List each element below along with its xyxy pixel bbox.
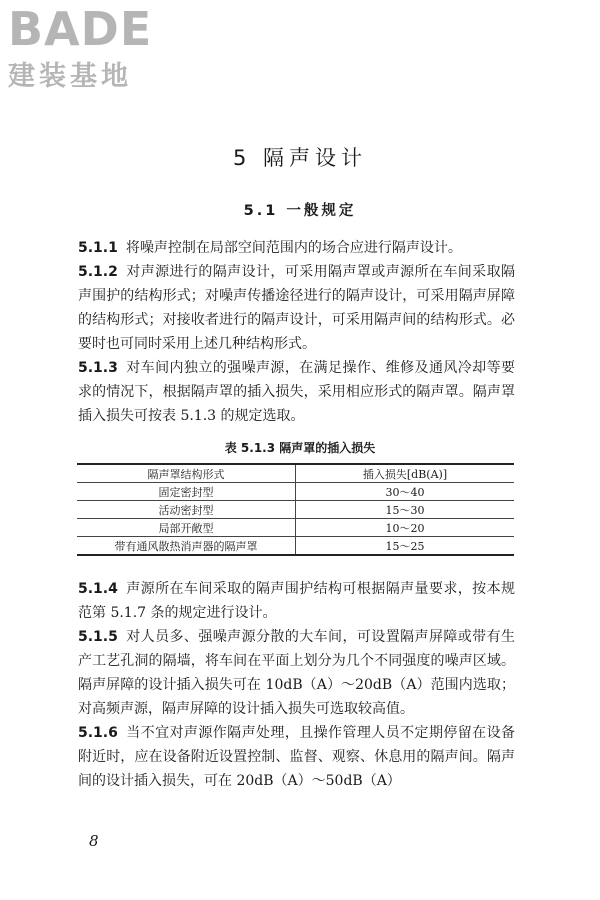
clause-text: 将噪声控制在局部空间范围内的场合应进行隔声设计。 <box>125 240 462 256</box>
logo-chinese-name: 建装基地 <box>8 61 132 92</box>
clauses-before-table <box>78 236 515 428</box>
clause-number: 5.1.6 <box>78 725 118 741</box>
clause-5-1-4 <box>78 577 515 625</box>
clause-number: 5.1.2 <box>78 264 118 280</box>
clause-5-1-2 <box>78 260 515 356</box>
clause-text: 当不宜对声源作隔声处理，且操作管理人员不定期停留在设备附近时，应在设备附近设置控制、监督、观察、休息用的隔声间。隔声间的设计插入损失，可在 20dB（A）～50dB（A） <box>78 725 515 789</box>
clause-5-1-3 <box>78 356 515 428</box>
page-number: 8 <box>89 832 99 850</box>
cell-insertion-loss: 30～40 <box>296 483 515 501</box>
logo-wordmark: BADE <box>8 2 153 56</box>
clause-number: 5.1.5 <box>78 629 118 645</box>
cell-structure-type: 固定密封型 <box>77 483 296 501</box>
clause-number: 5.1.3 <box>78 360 118 376</box>
cell-structure-type: 活动密封型 <box>77 501 296 519</box>
table-caption: 表 5.1.3 隔声罩的插入损失 <box>224 441 376 455</box>
clauses-after-table <box>78 577 515 793</box>
table-row <box>77 537 514 556</box>
header-structure-type: 隔声罩结构形式 <box>77 464 296 483</box>
cell-structure-type: 局部开敞型 <box>77 519 296 537</box>
clause-text: 对人员多、强噪声源分散的大车间，可设置隔声屏障或带有生产工艺孔洞的隔墙，将车间在平面上划分为几个不同强度的噪声区域。隔声屏障的设计插入损失可在 10dB（A）～20dB（A）范围内选取；对高频声源，隔声屏障的设计插入损失可选取较高值。 <box>78 629 515 717</box>
header-insertion-loss: 插入损失[dB(A)] <box>296 464 515 483</box>
clause-number: 5.1.4 <box>78 581 118 597</box>
clause-text: 对声源进行的隔声设计，可采用隔声罩或声源所在车间采取隔声围护的结构形式；对噪声传播途径进行的隔声设计，可采用隔声屏障的结构形式；对接收者进行的隔声设计，可采用隔声间的结构形式。必要时也可同时采用上述几种结构形式。 <box>78 264 515 352</box>
clause-text: 声源所在车间采取的隔声围护结构可根据隔声量要求，按本规范第 5.1.7 条的规定进行设计。 <box>78 581 515 621</box>
table-row <box>77 501 514 519</box>
table-row <box>77 519 514 537</box>
bade-logo <box>8 2 178 96</box>
clause-text: 对车间内独立的强噪声源，在满足操作、维修及通风冷却等要求的情况下，根据隔声罩的插入损失，采用相应形式的隔声罩。隔声罩插入损失可按表 5.1.3 的规定选取。 <box>78 360 515 424</box>
clause-5-1-1 <box>78 236 515 260</box>
cell-insertion-loss: 15～30 <box>296 501 515 519</box>
clause-number: 5.1.1 <box>78 240 118 256</box>
table-header-row <box>77 464 514 483</box>
clause-5-1-6 <box>78 721 515 793</box>
cell-structure-type: 带有通风散热消声器的隔声罩 <box>77 537 296 556</box>
cell-insertion-loss: 10～20 <box>296 519 515 537</box>
section-title: 5.1 一般规定 <box>243 203 357 219</box>
chapter-title: 5 隔声设计 <box>232 146 368 170</box>
insertion-loss-table <box>77 463 514 556</box>
table-row <box>77 483 514 501</box>
clause-5-1-5 <box>78 625 515 721</box>
cell-insertion-loss: 15～25 <box>296 537 515 556</box>
